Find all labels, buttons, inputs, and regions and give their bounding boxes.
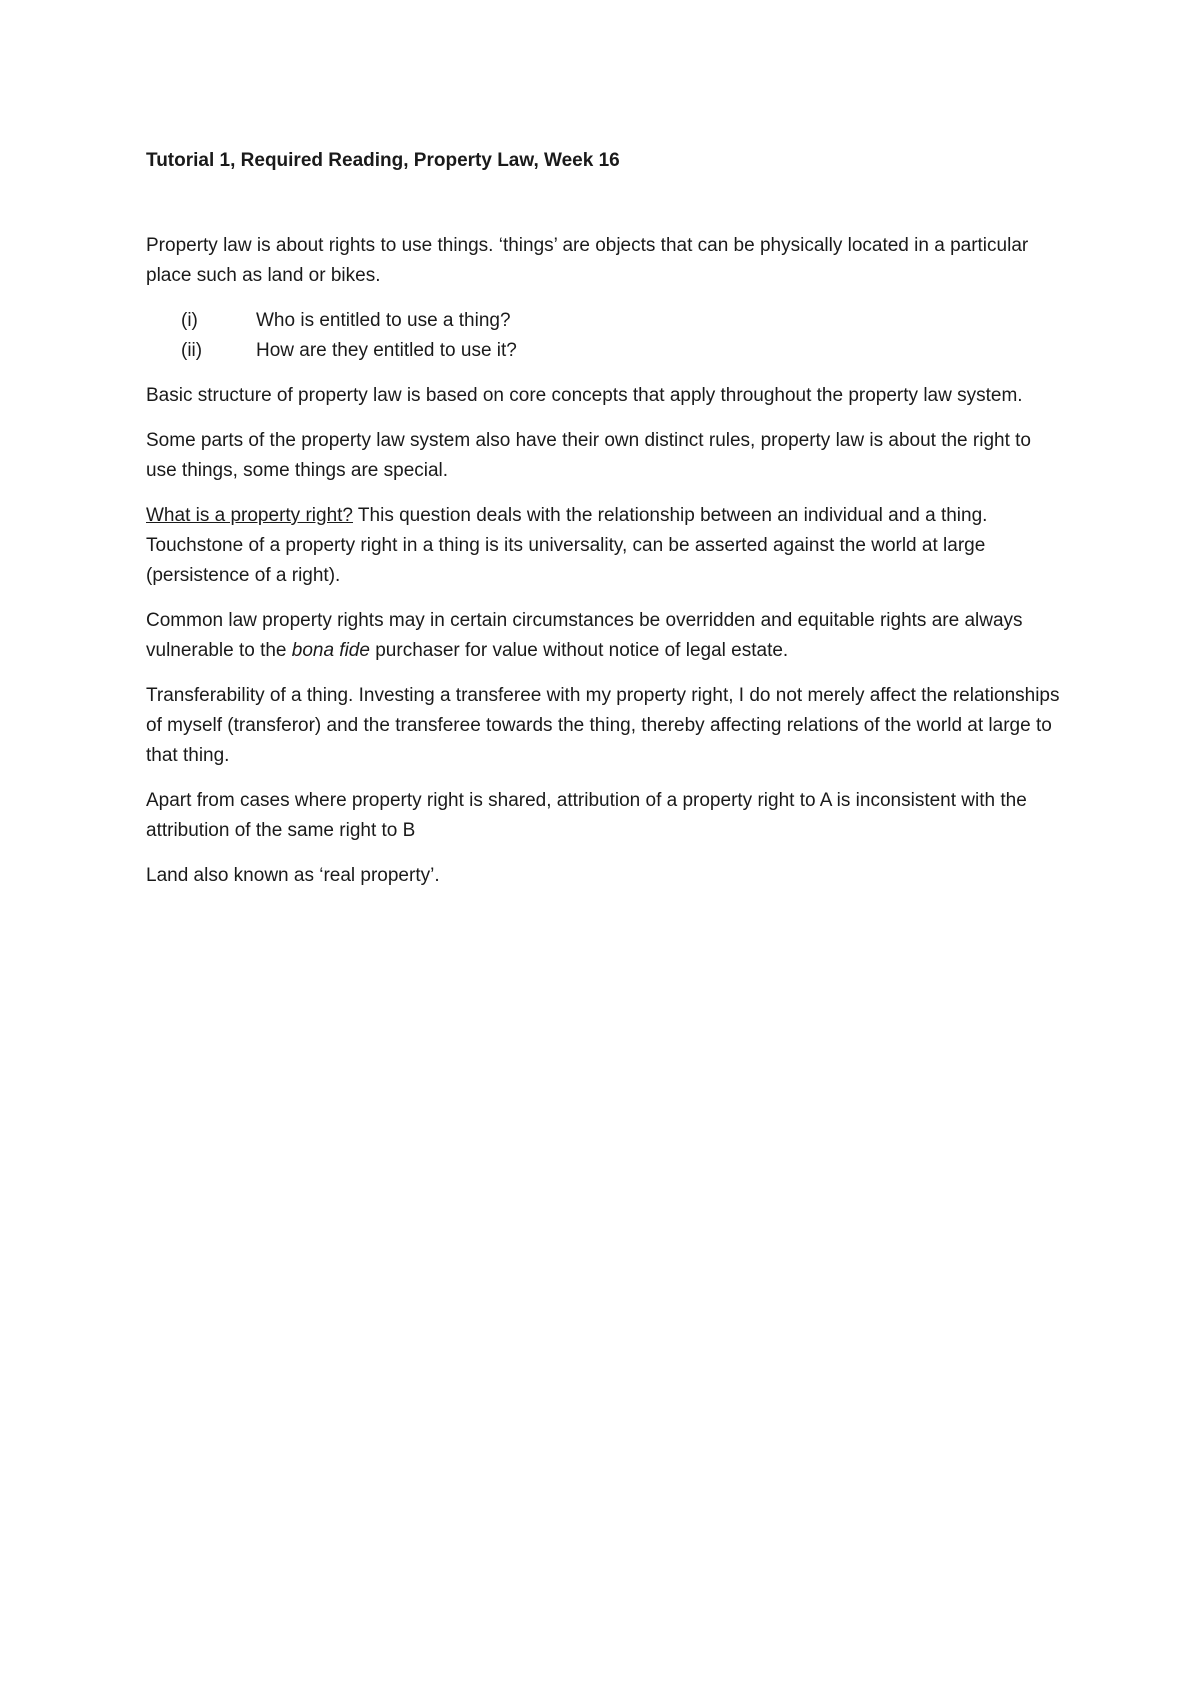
document-body [146,146,1066,906]
paragraph-property-right [146,501,1066,591]
common-law-text-start: Common law property rights may in certain circumstances be overridden and equitable rights are always vulnerable to the [146,610,1023,661]
document-title: Tutorial 1, Required Reading, Property Law, Week 16 [146,150,620,171]
paragraph-basic-structure: Basic structure of property law is based on core concepts that apply throughout the property law system. [146,385,1023,406]
paragraph-some-parts: Some parts of the property law system also have their own distinct rules, property law is about the right to use things, some things are special. [146,430,1031,481]
list-item [146,306,1066,336]
property-right-text: This question deals with the relationship between an individual and a thing. Touchstone of a property right in a thing is its universality, can be asserted against the world at large (persistence of a right). [146,505,988,586]
list-item-text: How are they entitled to use it? [256,340,517,361]
paragraph-transferability: Transferability of a thing. Investing a transferee with my property right, I do not merely affect the relationships of myself (transferor) and the transferee towards the thing, thereby affecting relations of the world at large to that thing. [146,685,1060,766]
paragraph-land: Land also known as ‘real property’. [146,865,440,886]
common-law-text-end: purchaser for value without notice of legal estate. [369,640,789,661]
list-item-number: (i) [181,310,198,331]
paragraph-intro: Property law is about rights to use things. ‘things’ are objects that can be physically located in a particular place such as land or bikes. [146,235,1029,286]
question-list [146,306,1066,366]
list-item-number: (ii) [181,340,203,361]
list-item [146,336,1066,366]
paragraph-common-law [146,606,1066,666]
bona-fide-term: bona fide [291,640,370,661]
paragraph-attribution: Apart from cases where property right is shared, attribution of a property right to A is inconsistent with the attribution of the same right to B [146,790,1027,841]
property-right-heading: What is a property right? [146,505,353,526]
list-item-text: Who is entitled to use a thing? [256,310,511,331]
